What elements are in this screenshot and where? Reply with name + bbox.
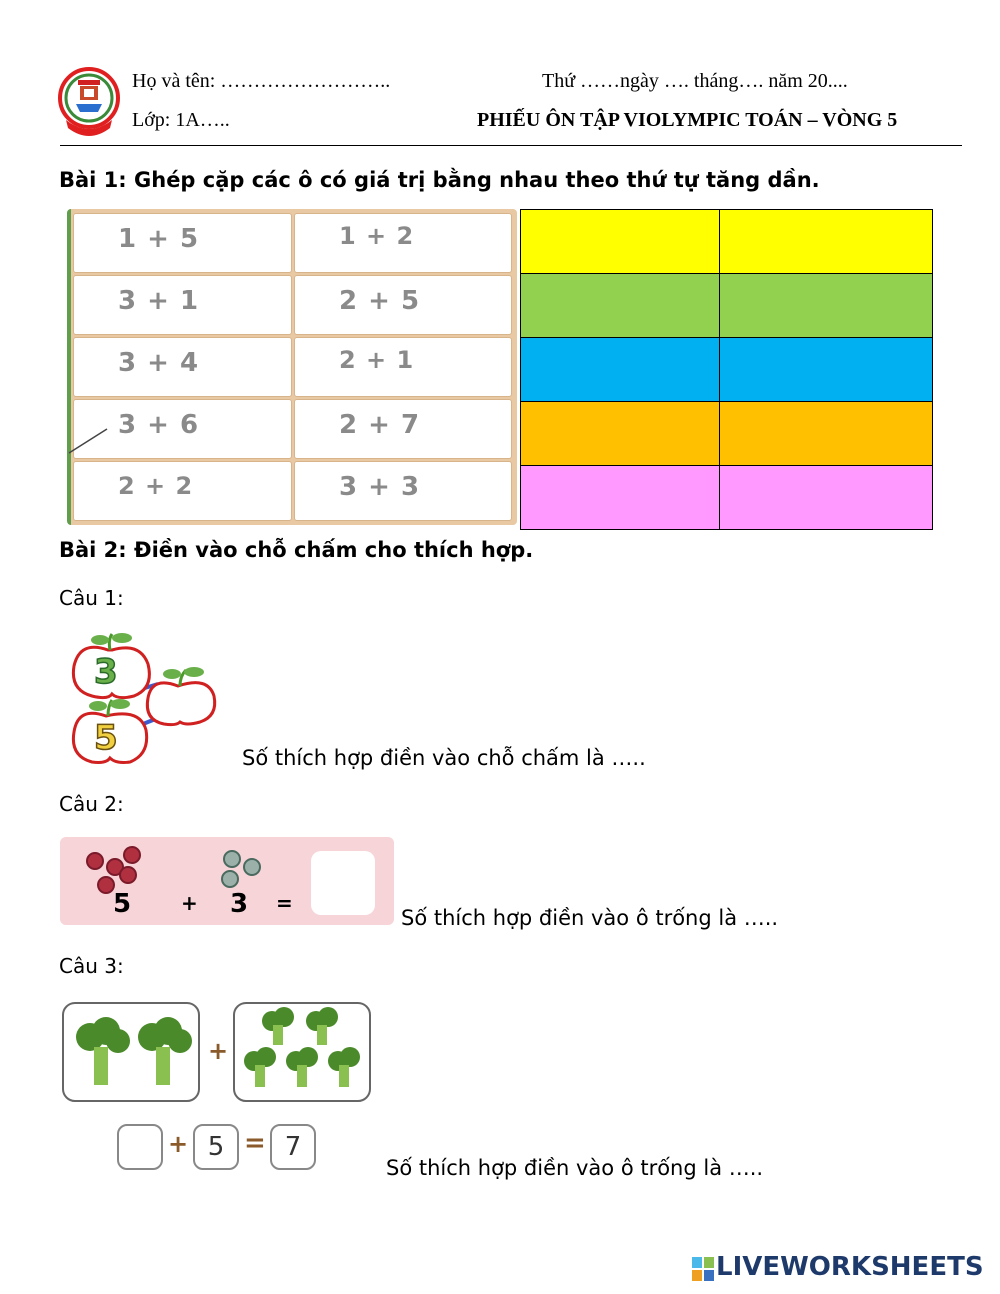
- counting-picture: [60, 837, 394, 925]
- answer-cell-r1-right[interactable]: [719, 209, 933, 274]
- name-field: Họ và tên: ……………………..: [132, 70, 391, 92]
- answer-cell-r2-right[interactable]: [719, 273, 933, 338]
- question1-prompt: Số thích hợp điền vào chỗ chấm là …..: [242, 746, 646, 770]
- plus-sign: +: [168, 1130, 189, 1158]
- card-expression: 1 + 5: [118, 224, 200, 254]
- card-expression: 3 + 4: [118, 348, 200, 378]
- card-r2-c2[interactable]: [294, 275, 512, 335]
- apple-number-bottom: 5: [94, 718, 118, 758]
- card-expression: 2 + 5: [339, 286, 421, 316]
- card-r5-c2[interactable]: [294, 461, 512, 521]
- pointer-line: [67, 415, 117, 455]
- answer-grid: [520, 209, 933, 530]
- apple-tree-picture: [60, 628, 225, 768]
- apple-number-top: 3: [94, 652, 118, 692]
- card-expression: 2 + 2: [118, 472, 194, 500]
- question3-label: Câu 3:: [59, 954, 124, 978]
- equals-sign: =: [244, 1128, 266, 1158]
- liveworksheets-wordmark: LIVEWORKSHEETS: [716, 1252, 984, 1282]
- card-r5-c1[interactable]: [73, 461, 292, 521]
- answer-cell-r4-right[interactable]: [719, 401, 933, 466]
- answer-cell-r1-left[interactable]: [520, 209, 720, 274]
- group-plus-sign: +: [208, 1037, 229, 1065]
- answer-cell-r2-left[interactable]: [520, 273, 720, 338]
- sum-box: 7: [270, 1124, 316, 1170]
- class-field: Lớp: 1A…..: [132, 109, 230, 131]
- card-r1-c1[interactable]: [73, 213, 292, 273]
- answer-cell-r4-left[interactable]: [520, 401, 720, 466]
- header-divider: [60, 145, 962, 146]
- question3-prompt: Số thích hợp điền vào ô trống là …..: [386, 1156, 764, 1180]
- equals-sign: =: [276, 891, 293, 915]
- card-expression: 3 + 3: [339, 472, 421, 502]
- card-expression: 3 + 1: [118, 286, 200, 316]
- liveworksheets-logo: [692, 1254, 988, 1284]
- date-field: Thứ ……ngày …. tháng…. năm 20....: [542, 70, 848, 92]
- liveworksheets-icon: [692, 1257, 714, 1281]
- answer-box[interactable]: [311, 851, 375, 915]
- answer-box[interactable]: [117, 1124, 163, 1170]
- question1-label: Câu 1:: [59, 586, 124, 610]
- broccoli-picture: [60, 997, 380, 1177]
- card-expression: 2 + 7: [339, 410, 421, 440]
- answer-cell-r3-right[interactable]: [719, 337, 933, 402]
- card-board: [67, 209, 517, 525]
- card-r1-c2[interactable]: [294, 213, 512, 273]
- question2-prompt: Số thích hợp điền vào ô trống là …..: [401, 906, 779, 930]
- addend-one: 5: [113, 889, 132, 919]
- card-r3-c1[interactable]: [73, 337, 292, 397]
- answer-cell-r5-left[interactable]: [520, 465, 720, 530]
- answer-cell-r3-left[interactable]: [520, 337, 720, 402]
- plus-sign: +: [181, 891, 198, 915]
- school-logo: [58, 60, 120, 144]
- exercise2-title: Bài 2: Điền vào chỗ chấm cho thích hợp.: [59, 538, 534, 562]
- card-r2-c1[interactable]: [73, 275, 292, 335]
- worksheet-title: PHIẾU ÔN TẬP VIOLYMPIC TOÁN – VÒNG 5: [477, 109, 898, 131]
- question2-label: Câu 2:: [59, 792, 124, 816]
- card-expression: 3 + 6: [118, 410, 200, 440]
- addend-two: 3: [230, 889, 249, 919]
- card-r4-c2[interactable]: [294, 399, 512, 459]
- exercise1-title: Bài 1: Ghép cặp các ô có giá trị bằng nhau theo thứ tự tăng dần.: [59, 168, 820, 192]
- card-expression: 1 + 2: [339, 222, 415, 250]
- card-expression: 2 + 1: [339, 346, 415, 374]
- answer-cell-r5-right[interactable]: [719, 465, 933, 530]
- card-r3-c2[interactable]: [294, 337, 512, 397]
- addend-box: 5: [193, 1124, 239, 1170]
